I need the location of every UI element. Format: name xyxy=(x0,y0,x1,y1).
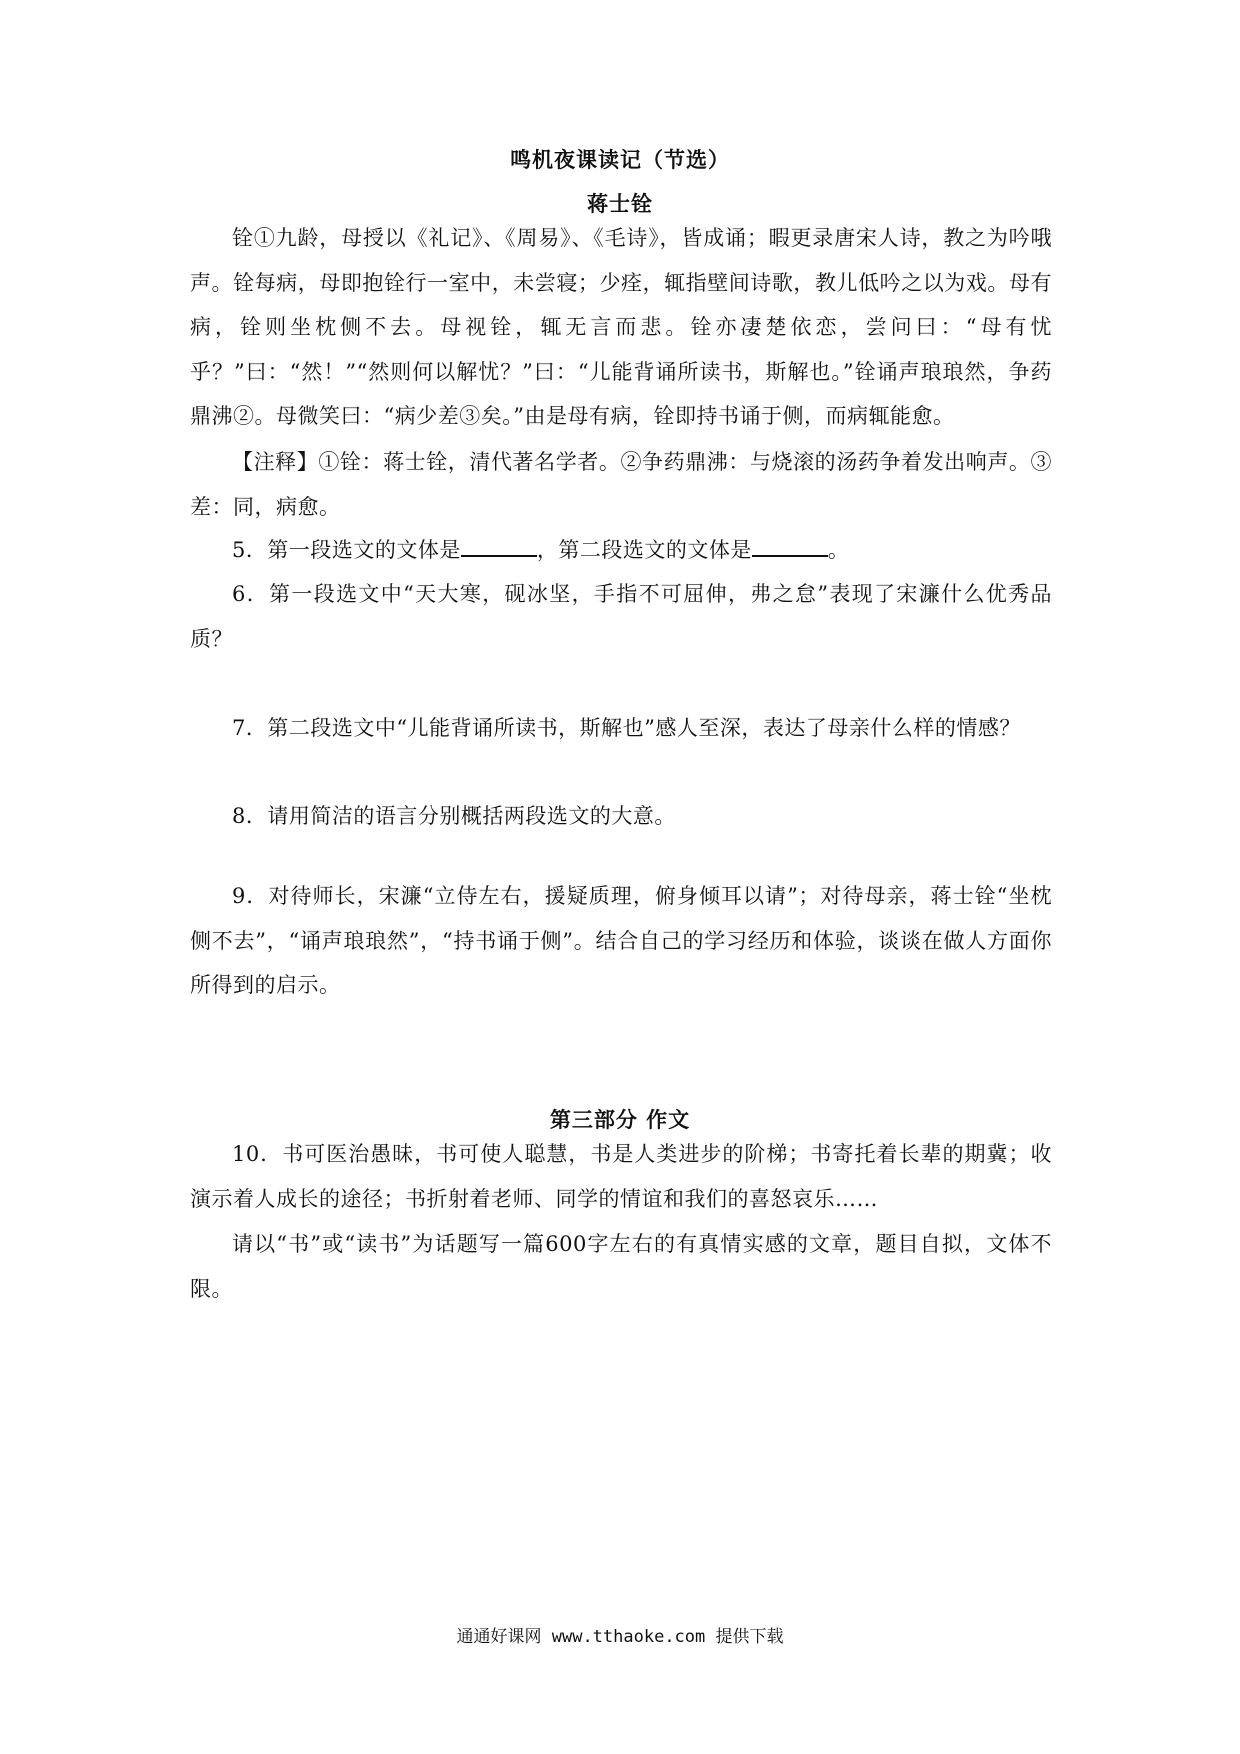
passage-title: 鸣机夜课读记（节选） xyxy=(510,148,730,172)
question-10-prompt: 请以“书”或“读书”为话题写一篇600字左右的有真情实感的文章，题目自拟，文体不限。 xyxy=(190,1232,1052,1301)
question-6: 6．第一段选文中“天大寒，砚冰坚，手指不可屈伸，弗之怠”表现了宋濂什么优秀品质？ xyxy=(190,582,1052,651)
question-5-part2: ，第二段选文的文体是 xyxy=(536,538,752,562)
passage-body: 铨①九龄，母授以《礼记》、《周易》、《毛诗》，皆成诵；暇更录唐宋人诗，教之为吟哦声。铨每病，母即抱铨行一室中，未尝寝；少痊，辄指壁间诗歌，教儿低吟之以为戏。母有病，铨则坐枕侧不去。母视铨，辄无言而悲。铨亦凄楚依恋，尝问曰：“母有忧乎？”曰：“然！”“然则何以解忧？”曰：“儿能背诵所读书，斯解也。”铨诵声琅琅然，争药鼎沸②。母微笑曰：“病少差③矣。”由是母有病，铨即持书诵于侧，而病辄能愈。 xyxy=(190,226,1052,428)
question-9: 9．对待师长，宋濂“立侍左右，援疑质理，俯身倾耳以请”；对待母亲，蒋士铨“坐枕侧不去”，“诵声琅琅然”，“持书诵于侧”。结合自己的学习经历和体验，谈谈在做人方面你所得到的启示。 xyxy=(190,884,1052,997)
question-5-part1: 5．第一段选文的文体是 xyxy=(232,538,461,562)
question-5 xyxy=(190,528,1052,573)
question-5-part3: 。 xyxy=(827,538,850,562)
question-7: 7．第二段选文中“儿能背诵所读书，斯解也”感人至深，表达了母亲什么样的情感？ xyxy=(232,716,1021,740)
passage-author: 蒋士铨 xyxy=(587,192,653,216)
question-8: 8．请用简洁的语言分别概括两段选文的大意。 xyxy=(232,804,676,828)
answer-blank[interactable] xyxy=(461,533,537,557)
page-footer: 通通好课网 www.tthaoke.com 提供下载 xyxy=(456,1627,784,1647)
answer-blank[interactable] xyxy=(752,533,828,557)
question-10: 10．书可医治愚昧，书可使人聪慧，书是人类进步的阶梯；书寄托着长辈的期冀；收演示着人成长的途径；书折射着老师、同学的情谊和我们的喜怒哀乐…… xyxy=(190,1142,1052,1211)
passage-notes: 【注释】①铨：蒋士铨，清代著名学者。②争药鼎沸：与烧滚的汤药争着发出响声。③差：同，病愈。 xyxy=(190,450,1052,519)
section-3-title: 第三部分 作文 xyxy=(549,1108,691,1132)
